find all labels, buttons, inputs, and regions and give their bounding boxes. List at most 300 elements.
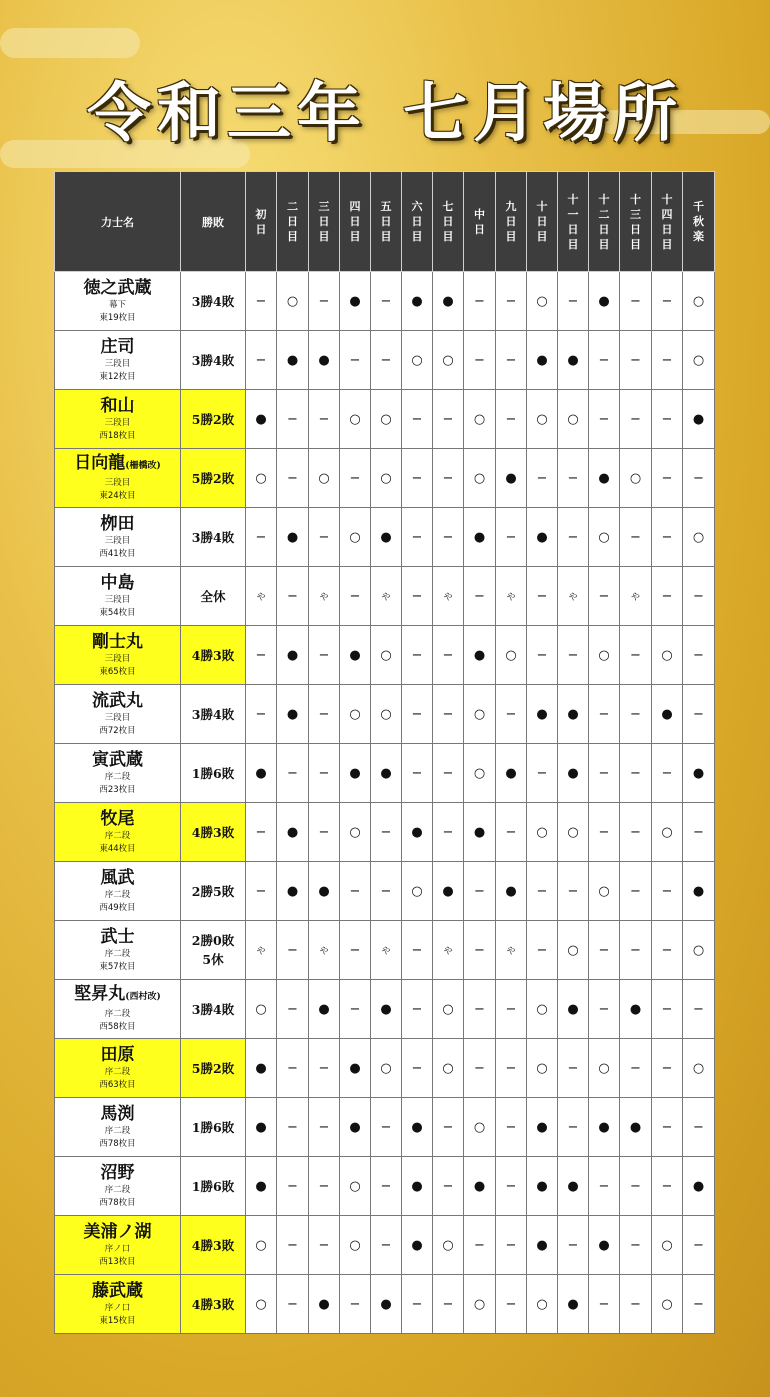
bout-result: ○ bbox=[340, 390, 371, 449]
bout-result: ○ bbox=[309, 449, 340, 508]
bout-result: − bbox=[496, 272, 527, 331]
header-day-char: 二 bbox=[598, 207, 610, 221]
bout-result: ● bbox=[620, 980, 652, 1039]
bout-result: − bbox=[652, 449, 683, 508]
bout-result: や bbox=[246, 567, 277, 626]
bout-result: − bbox=[277, 1216, 309, 1275]
header-day bbox=[496, 172, 527, 272]
header-day bbox=[558, 172, 589, 272]
header-day bbox=[620, 172, 652, 272]
header-day-char: 六 bbox=[411, 200, 423, 213]
wrestler-name-text: 流武丸 bbox=[92, 690, 143, 711]
bout-result: ○ bbox=[277, 272, 309, 331]
wrestler-name bbox=[55, 1281, 180, 1302]
header-day-char: 二 bbox=[287, 200, 298, 213]
header-day-char: 目 bbox=[505, 230, 517, 243]
wrestler-rank: 東44枚目 bbox=[99, 843, 136, 854]
bout-result: ● bbox=[683, 744, 715, 803]
bout-result: や bbox=[433, 921, 464, 980]
bout-result: − bbox=[558, 449, 589, 508]
bout-result: − bbox=[496, 1157, 527, 1216]
bout-result: ● bbox=[496, 744, 527, 803]
bout-result: ○ bbox=[340, 803, 371, 862]
bout-result: ● bbox=[277, 508, 309, 567]
table-row bbox=[55, 449, 715, 508]
bout-result: ● bbox=[246, 1039, 277, 1098]
wrestler-division: 三段目 bbox=[104, 594, 131, 605]
bout-result: − bbox=[402, 685, 433, 744]
bout-result: − bbox=[589, 390, 620, 449]
bout-result: − bbox=[620, 331, 652, 390]
bout-result: − bbox=[340, 862, 371, 921]
table-row bbox=[55, 744, 715, 803]
bout-result: ● bbox=[558, 685, 589, 744]
bout-result: ○ bbox=[527, 803, 558, 862]
bout-result: ● bbox=[527, 508, 558, 567]
bout-result: − bbox=[277, 567, 309, 626]
bout-result: ● bbox=[464, 803, 496, 862]
bout-result: − bbox=[620, 1216, 652, 1275]
bout-result: − bbox=[589, 1275, 620, 1334]
bout-result: − bbox=[558, 862, 589, 921]
bout-result: ○ bbox=[589, 626, 620, 685]
header-day-char: 楽 bbox=[693, 230, 704, 243]
wrestler-cell bbox=[55, 390, 181, 449]
header-record: 勝敗 bbox=[181, 172, 246, 272]
bout-result: ○ bbox=[402, 331, 433, 390]
bout-result: − bbox=[683, 685, 715, 744]
page-title bbox=[0, 62, 770, 154]
wrestler-name bbox=[55, 868, 180, 889]
bout-result: ● bbox=[402, 1216, 433, 1275]
wrestler-name-text: 武士 bbox=[100, 926, 135, 947]
bout-result: ● bbox=[464, 626, 496, 685]
bout-result: − bbox=[589, 567, 620, 626]
wrestler-name-text: 馬渕 bbox=[100, 1103, 135, 1124]
header-day-char: 目 bbox=[536, 230, 548, 243]
bout-result: − bbox=[683, 567, 715, 626]
bout-result: − bbox=[527, 744, 558, 803]
bout-result: ● bbox=[620, 1098, 652, 1157]
bout-result: − bbox=[371, 803, 402, 862]
bout-result: − bbox=[527, 862, 558, 921]
header-day-char: 日 bbox=[598, 222, 610, 236]
record-cell: 1勝6敗 bbox=[181, 744, 246, 803]
bout-result: ○ bbox=[652, 1275, 683, 1334]
bout-result: ● bbox=[371, 744, 402, 803]
wrestler-rank: 東12枚目 bbox=[99, 371, 136, 382]
bout-result: − bbox=[402, 508, 433, 567]
bout-result: − bbox=[402, 390, 433, 449]
bout-result: ○ bbox=[433, 331, 464, 390]
bout-result: ● bbox=[433, 862, 464, 921]
header-day-char: 初 bbox=[255, 207, 267, 221]
bout-result: − bbox=[558, 272, 589, 331]
bout-result: − bbox=[340, 331, 371, 390]
wrestler-name-text: 沼野 bbox=[100, 1162, 135, 1183]
bout-result: − bbox=[683, 449, 715, 508]
bout-result: ● bbox=[527, 1216, 558, 1275]
wrestler-name-text: 美浦ノ湖 bbox=[83, 1221, 152, 1242]
wrestler-name bbox=[55, 453, 180, 477]
table-row bbox=[55, 803, 715, 862]
wrestler-name bbox=[55, 573, 180, 594]
bout-result: ○ bbox=[464, 1275, 496, 1334]
bout-result: − bbox=[277, 390, 309, 449]
bout-result: − bbox=[652, 331, 683, 390]
table-row bbox=[55, 508, 715, 567]
bout-result: ○ bbox=[558, 390, 589, 449]
wrestler-division: 序二段 bbox=[104, 1009, 131, 1019]
wrestler-rank: 西72枚目 bbox=[99, 725, 136, 736]
bout-result: − bbox=[340, 980, 371, 1039]
bout-result: − bbox=[620, 1157, 652, 1216]
bout-result: ○ bbox=[464, 685, 496, 744]
header-day bbox=[433, 172, 464, 272]
bout-result: ○ bbox=[527, 980, 558, 1039]
header-day-char: 日 bbox=[287, 215, 298, 228]
bout-result: ○ bbox=[433, 1216, 464, 1275]
bout-result: − bbox=[558, 1039, 589, 1098]
bout-result: − bbox=[433, 803, 464, 862]
record-cell: 3勝4敗 bbox=[181, 980, 246, 1039]
record-cell: 1勝6敗 bbox=[181, 1098, 246, 1157]
title-year: 令和三年 bbox=[87, 77, 367, 151]
bout-result: − bbox=[527, 626, 558, 685]
bout-result: ○ bbox=[371, 1039, 402, 1098]
wrestler-name bbox=[55, 1045, 180, 1066]
bout-result: − bbox=[433, 390, 464, 449]
bout-result: − bbox=[433, 1098, 464, 1157]
header-day-char: 中 bbox=[474, 207, 485, 221]
wrestler-name bbox=[55, 1104, 180, 1125]
bout-result: − bbox=[277, 1157, 309, 1216]
wrestler-cell bbox=[55, 1275, 181, 1334]
header-day-char: 日 bbox=[630, 222, 641, 236]
bout-result: ○ bbox=[433, 980, 464, 1039]
bout-result: − bbox=[433, 744, 464, 803]
bout-result: ● bbox=[340, 272, 371, 331]
bout-result: ○ bbox=[652, 803, 683, 862]
wrestler-rank: 東24枚目 bbox=[99, 491, 136, 501]
bout-result: ● bbox=[589, 449, 620, 508]
wrestler-name bbox=[55, 691, 180, 712]
wrestler-name bbox=[55, 632, 180, 653]
wrestler-rank: 東54枚目 bbox=[99, 607, 136, 618]
wrestler-name-text: 風武 bbox=[100, 867, 135, 888]
bout-result: ● bbox=[433, 272, 464, 331]
bout-result: − bbox=[683, 1216, 715, 1275]
wrestler-division: 序二段 bbox=[104, 1125, 131, 1136]
wrestler-name bbox=[55, 750, 180, 771]
bout-result: ○ bbox=[371, 449, 402, 508]
bout-result: ● bbox=[309, 1275, 340, 1334]
wrestler-cell bbox=[55, 1216, 181, 1275]
bout-result: − bbox=[371, 272, 402, 331]
bout-result: − bbox=[371, 1157, 402, 1216]
bout-result: ○ bbox=[371, 390, 402, 449]
bout-result: ○ bbox=[652, 1216, 683, 1275]
wrestler-name bbox=[55, 396, 180, 417]
bout-result: − bbox=[620, 803, 652, 862]
wrestler-rank: 西49枚目 bbox=[99, 902, 136, 913]
wrestler-rank: 東19枚目 bbox=[99, 312, 136, 323]
header-day-char: 十 bbox=[567, 192, 579, 206]
bout-result: − bbox=[683, 1098, 715, 1157]
wrestler-division: 三段目 bbox=[104, 478, 131, 488]
bout-result: − bbox=[620, 744, 652, 803]
wrestler-name-text: 日向龍 bbox=[74, 453, 126, 473]
bout-result: ● bbox=[558, 1157, 589, 1216]
wrestler-cell bbox=[55, 449, 181, 508]
bout-result: − bbox=[652, 508, 683, 567]
bout-result: − bbox=[496, 1039, 527, 1098]
header-day bbox=[340, 172, 371, 272]
wrestler-former-name: (柵橋改) bbox=[125, 461, 161, 471]
bout-result: ● bbox=[464, 1157, 496, 1216]
bout-result: − bbox=[309, 626, 340, 685]
bout-result: − bbox=[589, 744, 620, 803]
header-day-char: 目 bbox=[567, 237, 579, 251]
wrestler-name bbox=[55, 278, 180, 299]
bout-result: や bbox=[371, 921, 402, 980]
bout-result: ○ bbox=[340, 508, 371, 567]
header-day-char: 三 bbox=[318, 200, 330, 213]
header-day-char: 日 bbox=[661, 222, 673, 236]
bout-result: ○ bbox=[620, 449, 652, 508]
wrestler-division: 序二段 bbox=[104, 948, 131, 959]
bout-result: − bbox=[496, 1098, 527, 1157]
bout-result: ● bbox=[340, 626, 371, 685]
bout-result: − bbox=[620, 921, 652, 980]
bout-result: − bbox=[558, 1216, 589, 1275]
bout-result: − bbox=[652, 1039, 683, 1098]
bout-result: − bbox=[589, 331, 620, 390]
bout-result: − bbox=[402, 626, 433, 685]
bout-result: − bbox=[558, 626, 589, 685]
table-row bbox=[55, 272, 715, 331]
bout-result: − bbox=[402, 449, 433, 508]
cloud-decoration bbox=[0, 28, 140, 58]
wrestler-name-text: 中島 bbox=[100, 572, 135, 593]
wrestler-name-text: 田原 bbox=[100, 1044, 135, 1065]
header-day bbox=[652, 172, 683, 272]
wrestler-rank: 西13枚目 bbox=[99, 1256, 136, 1267]
header-day-char: 日 bbox=[474, 222, 485, 236]
table-row bbox=[55, 1275, 715, 1334]
bout-result: − bbox=[683, 1275, 715, 1334]
bout-result: − bbox=[340, 921, 371, 980]
bout-result: − bbox=[589, 980, 620, 1039]
bout-result: − bbox=[464, 331, 496, 390]
bout-result: − bbox=[464, 567, 496, 626]
bout-result: − bbox=[309, 803, 340, 862]
wrestler-cell bbox=[55, 803, 181, 862]
header-day-char: 日 bbox=[411, 215, 423, 228]
bout-result: ● bbox=[371, 508, 402, 567]
bout-result: − bbox=[277, 744, 309, 803]
wrestler-cell bbox=[55, 862, 181, 921]
header-day-char: 目 bbox=[349, 230, 361, 243]
bout-result: や bbox=[433, 567, 464, 626]
wrestler-cell bbox=[55, 1157, 181, 1216]
bout-result: や bbox=[309, 567, 340, 626]
bout-result: ○ bbox=[371, 626, 402, 685]
wrestler-cell bbox=[55, 921, 181, 980]
header-row bbox=[55, 172, 715, 272]
bout-result: − bbox=[496, 685, 527, 744]
wrestler-division: 幕下 bbox=[108, 299, 126, 310]
wrestler-division: 三段目 bbox=[104, 653, 131, 664]
bout-result: − bbox=[246, 685, 277, 744]
bout-result: − bbox=[371, 862, 402, 921]
record-text: 2勝0敗 5休 bbox=[191, 933, 235, 967]
bout-result: − bbox=[402, 980, 433, 1039]
bout-result: ○ bbox=[464, 1098, 496, 1157]
bout-result: − bbox=[433, 449, 464, 508]
bout-result: − bbox=[620, 390, 652, 449]
header-day-char: 十 bbox=[598, 192, 610, 206]
bout-result: − bbox=[277, 1039, 309, 1098]
bout-result: ○ bbox=[683, 272, 715, 331]
header-day-char: 七 bbox=[442, 200, 454, 213]
wrestler-former-name: (西村改) bbox=[125, 992, 161, 1002]
table-row bbox=[55, 626, 715, 685]
bout-result: ● bbox=[527, 685, 558, 744]
table-row bbox=[55, 685, 715, 744]
wrestler-rank: 西18枚目 bbox=[99, 430, 136, 441]
header-day-char: 十 bbox=[536, 200, 548, 213]
bout-result: や bbox=[620, 567, 652, 626]
wrestler-cell bbox=[55, 1098, 181, 1157]
bout-result: − bbox=[433, 508, 464, 567]
bout-result: − bbox=[652, 921, 683, 980]
bout-result: ○ bbox=[246, 1275, 277, 1334]
wrestler-name bbox=[55, 927, 180, 948]
bout-result: ○ bbox=[496, 626, 527, 685]
bout-result: ● bbox=[246, 390, 277, 449]
wrestler-name-text: 藤武蔵 bbox=[92, 1280, 143, 1301]
bout-result: − bbox=[589, 921, 620, 980]
bout-result: − bbox=[652, 1157, 683, 1216]
wrestler-cell bbox=[55, 685, 181, 744]
header-day-char: 十 bbox=[630, 192, 641, 206]
wrestler-division: 序ノ口 bbox=[104, 1302, 131, 1313]
table-row bbox=[55, 1039, 715, 1098]
header-day-char: 目 bbox=[598, 237, 610, 251]
header-day-char: 日 bbox=[536, 215, 548, 228]
bout-result: − bbox=[371, 331, 402, 390]
wrestler-name-text: 庄司 bbox=[100, 336, 135, 357]
bout-result: ○ bbox=[589, 862, 620, 921]
header-day-char: 秋 bbox=[693, 215, 704, 228]
header-day bbox=[309, 172, 340, 272]
bout-result: − bbox=[464, 980, 496, 1039]
header-day-char: 日 bbox=[349, 215, 361, 228]
wrestler-cell bbox=[55, 508, 181, 567]
header-day-char: 九 bbox=[505, 200, 517, 213]
bout-result: ○ bbox=[683, 508, 715, 567]
bout-result: ○ bbox=[527, 1275, 558, 1334]
bout-result: ● bbox=[402, 272, 433, 331]
wrestler-division: 三段目 bbox=[104, 358, 131, 369]
bout-result: ● bbox=[683, 390, 715, 449]
bout-result: ● bbox=[277, 685, 309, 744]
bout-result: − bbox=[558, 508, 589, 567]
bout-result: ● bbox=[496, 862, 527, 921]
bout-result: − bbox=[683, 626, 715, 685]
bout-result: − bbox=[589, 803, 620, 862]
bout-result: − bbox=[620, 626, 652, 685]
bout-result: − bbox=[496, 331, 527, 390]
bout-result: − bbox=[371, 1098, 402, 1157]
wrestler-name-text: 和山 bbox=[100, 395, 135, 416]
bout-result: ○ bbox=[371, 685, 402, 744]
table-row bbox=[55, 1157, 715, 1216]
table-row bbox=[55, 921, 715, 980]
bout-result: ● bbox=[527, 1098, 558, 1157]
bout-result: ● bbox=[683, 1157, 715, 1216]
bout-result: ○ bbox=[558, 921, 589, 980]
bout-result: ● bbox=[246, 1157, 277, 1216]
bout-result: ● bbox=[558, 331, 589, 390]
bout-result: − bbox=[652, 390, 683, 449]
bout-result: − bbox=[402, 921, 433, 980]
bout-result: ● bbox=[309, 862, 340, 921]
bout-result: − bbox=[652, 862, 683, 921]
wrestler-division: 序二段 bbox=[104, 771, 131, 782]
bout-result: ● bbox=[464, 508, 496, 567]
bout-result: − bbox=[527, 567, 558, 626]
bout-result: ○ bbox=[589, 508, 620, 567]
bout-result: − bbox=[277, 449, 309, 508]
bout-result: ○ bbox=[246, 1216, 277, 1275]
bout-result: − bbox=[589, 1157, 620, 1216]
bout-result: ● bbox=[340, 1098, 371, 1157]
bout-result: や bbox=[309, 921, 340, 980]
bout-result: − bbox=[527, 921, 558, 980]
header-day-char: 目 bbox=[661, 237, 673, 251]
record-cell: 4勝3敗 bbox=[181, 1216, 246, 1275]
header-day-char: 日 bbox=[505, 215, 517, 228]
wrestler-name bbox=[55, 1222, 180, 1243]
bout-result: − bbox=[402, 567, 433, 626]
bout-result: ● bbox=[371, 980, 402, 1039]
bout-result: − bbox=[402, 1275, 433, 1334]
bout-result: − bbox=[683, 803, 715, 862]
header-day-char: 日 bbox=[567, 222, 579, 236]
bout-result: ● bbox=[246, 1098, 277, 1157]
wrestler-name-text: 剛士丸 bbox=[92, 631, 143, 652]
wrestler-rank: 西41枚目 bbox=[99, 548, 136, 559]
table-row bbox=[55, 980, 715, 1039]
bout-result: − bbox=[496, 803, 527, 862]
bout-result: − bbox=[340, 567, 371, 626]
wrestler-cell bbox=[55, 567, 181, 626]
bout-result: − bbox=[277, 1275, 309, 1334]
bout-result: − bbox=[652, 1098, 683, 1157]
bout-result: ● bbox=[277, 626, 309, 685]
wrestler-cell bbox=[55, 272, 181, 331]
bout-result: ● bbox=[589, 1216, 620, 1275]
record-cell: 3勝4敗 bbox=[181, 272, 246, 331]
bout-result: − bbox=[620, 862, 652, 921]
bout-result: − bbox=[652, 744, 683, 803]
bout-result: − bbox=[402, 744, 433, 803]
bout-result: − bbox=[246, 331, 277, 390]
record-cell: 2勝5敗 bbox=[181, 862, 246, 921]
bout-result: ○ bbox=[683, 921, 715, 980]
